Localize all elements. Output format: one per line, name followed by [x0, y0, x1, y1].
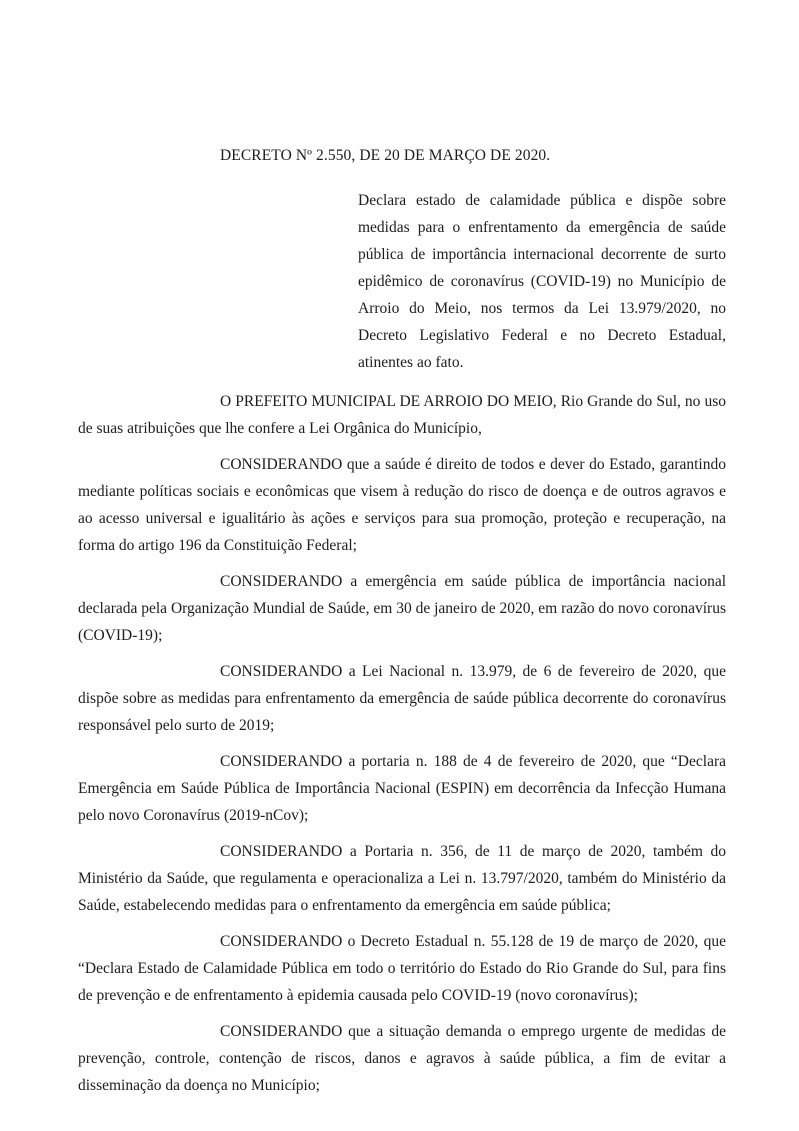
- decree-summary: Declara estado de calamidade pública e dispõe sobre medidas para o enfrentamento da emergência de saúde pública de importância internacional decorrente de surto epidêmico de coronavírus (COVID-19) no Município de Arroio do Meio, nos termos da Lei 13.979/2020, no Decreto Legislativo Federal e no Decreto Estadual, atinentes ao fato.: [358, 192, 726, 371]
- decree-preamble: O PREFEITO MUNICIPAL DE ARROIO DO MEIO, Rio Grande do Sul, no uso de suas atribuições que lhe confere a Lei Orgânica do Município,: [78, 393, 726, 437]
- consideration-paragraph-4: CONSIDERANDO a portaria n. 188 de 4 de fevereiro de 2020, que “Declara Emergência em Saúde Pública de Importância Nacional (ESPIN) em decorrência da Infecção Humana pelo novo Coronavírus (2019-nCov);: [78, 753, 726, 824]
- consideration-paragraph-6: CONSIDERANDO o Decreto Estadual n. 55.128 de 19 de março de 2020, que “Declara Estado de Calamidade Pública em todo o território do Estado do Rio Grande do Sul, para fins de prevenção e de enfrentamento à epidemia causada pelo COVID-19 (novo coronavírus);: [78, 933, 726, 1004]
- consideration-paragraph-5: CONSIDERANDO a Portaria n. 356, de 11 de março de 2020, também do Ministério da Saúde, que regulamenta e operacionaliza a Lei n. 13.797/2020, também do Ministério da Saúde, estabelecendo medidas para o enfrentamento da emergência em saúde pública;: [78, 843, 726, 914]
- consideration-paragraph-7: CONSIDERANDO que a situação demanda o emprego urgente de medidas de prevenção, controle, contenção de riscos, danos e agravos à saúde pública, a fim de evitar a disseminação da doença no Município;: [78, 1023, 726, 1094]
- consideration-paragraph-1: CONSIDERANDO que a saúde é direito de todos e dever do Estado, garantindo mediante políticas sociais e econômicas que visem à redução do risco de doença e de outros agravos e ao acesso universal e igualitário às ações e serviços para sua promoção, proteção e recuperação, na forma do artigo 196 da Constituição Federal;: [78, 456, 726, 554]
- consideration-paragraph-2: CONSIDERANDO a emergência em saúde pública de importância nacional declarada pela Organização Mundial de Saúde, em 30 de janeiro de 2020, em razão do novo coronavírus (COVID-19);: [78, 573, 726, 644]
- decree-title: DECRETO Nº 2.550, DE 20 DE MARÇO DE 2020.: [220, 147, 551, 164]
- consideration-paragraph-3: CONSIDERANDO a Lei Nacional n. 13.979, de 6 de fevereiro de 2020, que dispõe sobre as medidas para enfrentamento da emergência de saúde pública decorrente do coronavírus responsável pelo surto de 2019;: [78, 663, 726, 734]
